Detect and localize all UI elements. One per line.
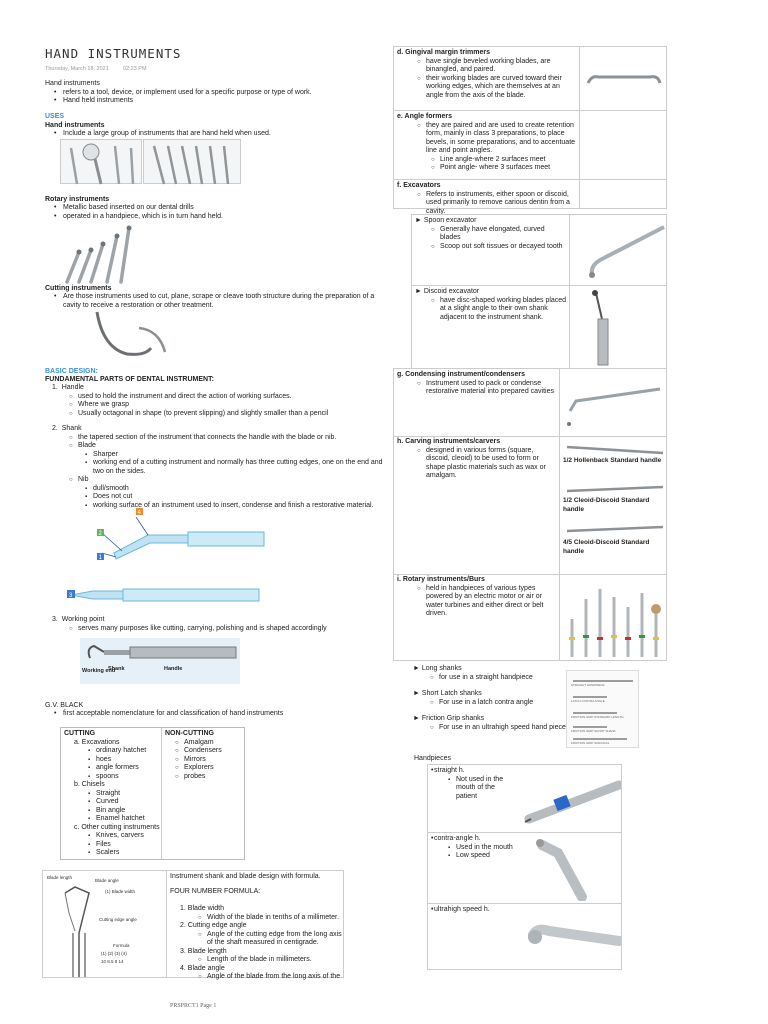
working-end-label: Working end — [82, 668, 116, 674]
formula-item-desc: ○ Angle of the cutting edge from the long axis of the shaft measured in centigrade. — [198, 931, 342, 948]
ultrahigh-handpiece-label: • ultrahigh speed h. — [430, 906, 520, 915]
nib-item: ▪ Does not cut — [85, 493, 387, 502]
gv-black-classification-table — [60, 727, 245, 860]
chisels-item: ▪ Enamel hatchet — [88, 815, 158, 824]
handle-title: Handle — [61, 384, 84, 391]
rotary-burs-item: ○ held in handpieces of various types powered by an electric motor or air or water turbines and either direct or belt driven. — [417, 585, 557, 619]
carving-item: ○ designed in various forms (square, discoid, cleoid) to be used to form or shape plastic materials such as wax or amalgam. — [417, 447, 557, 481]
chisels-item: ▪ Curved — [88, 798, 158, 807]
contra-angle-handpiece-image — [528, 837, 622, 901]
handpieces-heading: Handpieces — [414, 755, 451, 762]
other-cutting-label: c. Other cutting instruments — [74, 823, 160, 831]
excavations-item: ▪ ordinary hatchet — [88, 747, 158, 756]
excavations-item: ▪ spoons — [88, 773, 158, 782]
other-cutting-item: ▪ Scalers — [88, 849, 158, 858]
excavations-item: ▪ angle formers — [88, 764, 158, 773]
gingival-item: ○ their working blades are curved toward their working edges, which are themselves at an angle from the axis of the blade. — [417, 75, 577, 101]
excavators-item: ○ Refers to instruments, either spoon or discoid, used primarily to remove carious dentin from a cavity. — [417, 191, 577, 217]
shank-fig-label: STRAIGHT HANDPIECE — [571, 683, 605, 687]
formula-table — [42, 870, 344, 978]
carver-label: 4/5 Cleoid-Discoid Standard handle — [563, 539, 650, 555]
angle-formers-item: ○ they are paired and are used to create retention form, mainly in class 3 preparations, to place bevels, in some preparations, and to accentuate line and point angles. — [417, 122, 577, 156]
diagram-label-1: 1 — [98, 555, 102, 561]
instrument-parts-diagram — [92, 505, 267, 565]
fig-blade-width: (1) Blade width — [105, 889, 136, 894]
spoon-excavator-item: ○ Scoop out soft tissues or decayed tooth — [431, 243, 567, 252]
diagram-label-3: 3 — [69, 593, 73, 599]
shank-fig-label: FRICTION GRIP STANDARD LENGTH — [571, 715, 624, 719]
cutting-heading: Cutting instruments — [45, 285, 112, 292]
excavations-item: ▪ hoes — [88, 756, 158, 765]
noncutting-item: ○ probes — [175, 773, 243, 782]
nib-item: ▪ dull/smooth — [85, 485, 387, 494]
shank-type-title: ► Long shanks — [413, 665, 462, 672]
formula-item-title: 3. Blade length — [180, 947, 227, 955]
shank-fig-label: FRICTION GRIP SURGICAL — [571, 741, 610, 745]
shank-title: Shank — [61, 425, 82, 432]
basic-design-label: BASIC DESIGN: — [45, 368, 98, 375]
angle-formers-title: e. Angle formers — [397, 113, 452, 120]
chisels-item: ▪ Straight — [88, 790, 158, 799]
instruments-table-def — [393, 46, 667, 215]
rotary-burs-title: i. Rotary instruments/Burs — [397, 576, 485, 583]
shank-fig-label: FRICTION GRIP SHORT SHANK — [571, 729, 616, 733]
working-point-desc: ○ serves many purposes like cutting, carrying, polishing and is shaped accordingly — [69, 625, 382, 634]
working-point-title: Working point — [61, 616, 105, 623]
discoid-excavator-title: ► Discoid excavator — [415, 288, 480, 295]
page-date: Thursday, March 18, 2021 — [45, 66, 109, 72]
straight-handpiece-image — [523, 775, 621, 829]
rotary-heading: Rotary instruments — [45, 196, 110, 203]
chisels-label: b. Chisels — [74, 781, 105, 788]
page-footer: PRSPRCT1 Page 1 — [170, 1003, 217, 1009]
formula-item-desc: ○ Angle of the blade from the long axis of the — [198, 973, 342, 982]
fig-formula: Formula — [113, 943, 130, 948]
working-point-section: 3. Working point ○ serves many purposes like cutting, carrying, polishing and is shaped accordingly — [52, 616, 382, 633]
intro-item: • refers to a tool, device, or implement used for a specific purpose or type of work. — [53, 89, 375, 98]
condensing-title: g. Condensing instrument/condensers — [397, 371, 525, 378]
excavator-types-table — [411, 214, 667, 369]
gingival-title: d. Gingival margin trimmers — [397, 49, 490, 56]
nib-label: ○ Nib — [69, 476, 387, 485]
formula-caption: Instrument shank and blade design with formula. — [170, 873, 321, 880]
angle-formers-sub: ○ Line angle-where 2 surfaces meet — [431, 156, 577, 165]
straight-handpiece-label: • straight h. — [430, 767, 510, 776]
page-title: HAND INSTRUMENTS — [45, 46, 182, 61]
intro-item: • Hand held instruments — [53, 97, 375, 106]
angle-formers-sub: ○ Point angle- where 3 surfaces meet — [431, 164, 577, 173]
handle-item: ○ used to hold the instrument and direct the action of working surfaces. — [69, 393, 382, 402]
formula-item-desc: ○ Length of the blade in millimeters. — [198, 956, 342, 965]
blade-item: ▪ working end of a cutting instrument and normally has three cutting edges, one on the end and two on the sides. — [85, 459, 385, 476]
handle-item: ○ Usually octagonal in shape (to prevent slipping) and slightly smaller than a pencil — [69, 410, 382, 419]
shank-fig-label: LATCH CONTRA ANGLE — [571, 699, 605, 703]
other-cutting-item: ▪ Files — [88, 841, 158, 850]
discoid-excavator-image — [572, 289, 666, 367]
shank-type-desc: ○ for use in a straight handpiece — [430, 674, 568, 683]
hand-instruments-set-image — [143, 139, 241, 184]
fig-cutting-edge: Cutting edge angle — [99, 917, 137, 922]
ultrahigh-handpiece-image — [523, 913, 621, 969]
spoon-excavator-item: ○ Generally have elongated, curved blades — [431, 226, 567, 243]
hand-item: • Include a large group of instruments that are hand held when used. — [53, 130, 373, 139]
fig-blade-angle: Blade angle — [95, 878, 119, 883]
contra-angle-handpiece-label: • contra-angle h. — [430, 835, 520, 844]
formula-item-title: 4. Blade angle — [180, 964, 225, 972]
blade-label: ○ Blade — [69, 442, 387, 451]
instrument-shank-diagram — [63, 583, 263, 605]
noncutting-item: ○ Condensers — [175, 747, 243, 756]
shank-type-desc: ○ For use in an ultrahigh speed hand piece — [430, 724, 568, 733]
excavators-title: f. Excavators — [397, 182, 441, 189]
noncutting-item: ○ Explorers — [175, 764, 243, 773]
condenser-image — [562, 381, 662, 431]
other-cutting-item: ▪ Knives, carvers — [88, 832, 158, 841]
shank-label: Shank — [108, 666, 125, 672]
cutting-column-head: CUTTING — [64, 730, 96, 737]
straight-handpiece-item: ▪ Not used in the mouth of the patient — [448, 776, 510, 802]
fundamental-parts-heading: FUNDAMENTAL PARTS OF DENTAL INSTRUMENT: — [45, 376, 214, 383]
cutting-item: • Are those instruments used to cut, plane, scrape or cleave tooth structure during the preparation of a cavity to receive a restoration or other treatment. — [53, 293, 378, 310]
gingival-trimmer-image — [584, 63, 664, 93]
shank-types-image — [566, 670, 639, 748]
spoon-excavator-title: ► Spoon excavator — [415, 217, 477, 224]
condensing-item: ○ Instrument used to pack or condense restorative material into prepared cavities — [417, 380, 557, 397]
carvers-image — [563, 439, 667, 573]
noncutting-item: ○ Mirrors — [175, 756, 243, 765]
blade-item: ▪ Sharper — [85, 451, 387, 460]
diagram-label-2: 2 — [98, 531, 102, 537]
fig-blade-length: Blade length — [47, 875, 73, 880]
chisels-item: ▪ Bin angle — [88, 807, 158, 816]
shank-desc: ○ the tapered section of the instrument that connects the handle with the blade or nib. — [69, 434, 387, 443]
fig-formula-vals: 10 8.5 8 14 — [101, 959, 124, 964]
gv-black-heading: G.V. BLACK — [45, 702, 84, 709]
rotary-item: • operated in a handpiece, which is in turn hand held. — [53, 213, 373, 222]
mirror-instrument-image — [60, 139, 142, 184]
hand-instruments-heading: Hand instruments — [45, 122, 105, 129]
spoon-excavator-image — [572, 219, 666, 281]
intro-section — [45, 80, 375, 106]
page-time: 02:23 PM — [123, 66, 147, 72]
gingival-item: ○ have single beveled working blades, are binangled, and paired. — [417, 58, 577, 75]
cutting-instrument-image — [93, 308, 168, 358]
carver-label: 1/2 Cleoid-Discoid Standard handle — [563, 497, 650, 513]
shank-type-title: ► Short Latch shanks — [413, 690, 482, 697]
nib-item: ▪ working surface of an instrument used to insert, condense and finish a restorative material. — [85, 502, 387, 511]
excavations-label: a. Excavations — [74, 738, 120, 746]
shank-type-desc: ○ For use in a latch contra angle — [430, 699, 568, 708]
working-end-diagram — [80, 638, 240, 684]
fig-formula-cols: (1) (2) (3) (4) — [101, 951, 127, 956]
contra-angle-handpiece-item: ▪ Low speed — [448, 852, 520, 861]
instruments-table-ghi — [393, 368, 667, 661]
shank-section: 2. Shank ○ the tapered section of the instrument that connects the handle with the blade or nib. ○ Blade ▪ Sharper ▪ working end of a cutting instrument and normally has three cutting edges, one on the end and two on the sides. ○ Nib ▪ dull/smooth ▪ Does not cut ▪ working surface of an instrument used to insert, condense and finish a restorative material. — [52, 425, 387, 510]
noncutting-item: ○ Amalgam — [175, 739, 243, 748]
handle-section: 1. Handle ○ used to hold the instrument and direct the action of working surfaces. ○ Where we grasp ○ Usually octagonal in shape (to prevent slipping) and slightly smaller than a pencil — [52, 384, 382, 418]
handpieces-table — [427, 764, 622, 970]
intro-heading: Hand instruments — [45, 80, 100, 87]
formula-item-desc: ○ Width of the blade in tenths of a millimeter. — [198, 914, 342, 923]
shank-types-list — [413, 665, 568, 732]
contra-angle-handpiece-item: ▪ Used in the mouth — [448, 844, 520, 853]
blade-formula-diagram — [45, 873, 163, 977]
formula-item-title: 1. Blade width — [180, 905, 224, 912]
diagram-label-4: 4 — [137, 510, 141, 516]
burs-image — [564, 579, 664, 659]
rotary-burs-image — [63, 222, 143, 285]
noncutting-column-head: NON-CUTTING — [165, 730, 214, 737]
formula-item-title: 2. Cutting edge angle — [180, 922, 247, 929]
shank-type-title: ► Friction Grip shanks — [413, 715, 485, 722]
uses-label: USES — [45, 113, 65, 120]
rotary-item: • Metallic based inserted on our dental drills — [53, 204, 373, 213]
four-number-formula-heading: FOUR NUMBER FORMULA: — [170, 887, 261, 895]
gv-black-item: • first acceptable nomenclature for and classification of hand instruments — [53, 710, 373, 719]
handle-item: ○ Where we grasp — [69, 401, 382, 410]
carving-title: h. Carving instruments/carvers — [397, 438, 501, 445]
carver-label: 1/2 Hollenback Standard handle — [563, 457, 662, 464]
discoid-excavator-item: ○ have disc-shaped working blades placed at a slight angle to their own shank adjacent to the instrument shank. — [431, 297, 567, 323]
handle-label: Handle — [164, 666, 183, 672]
